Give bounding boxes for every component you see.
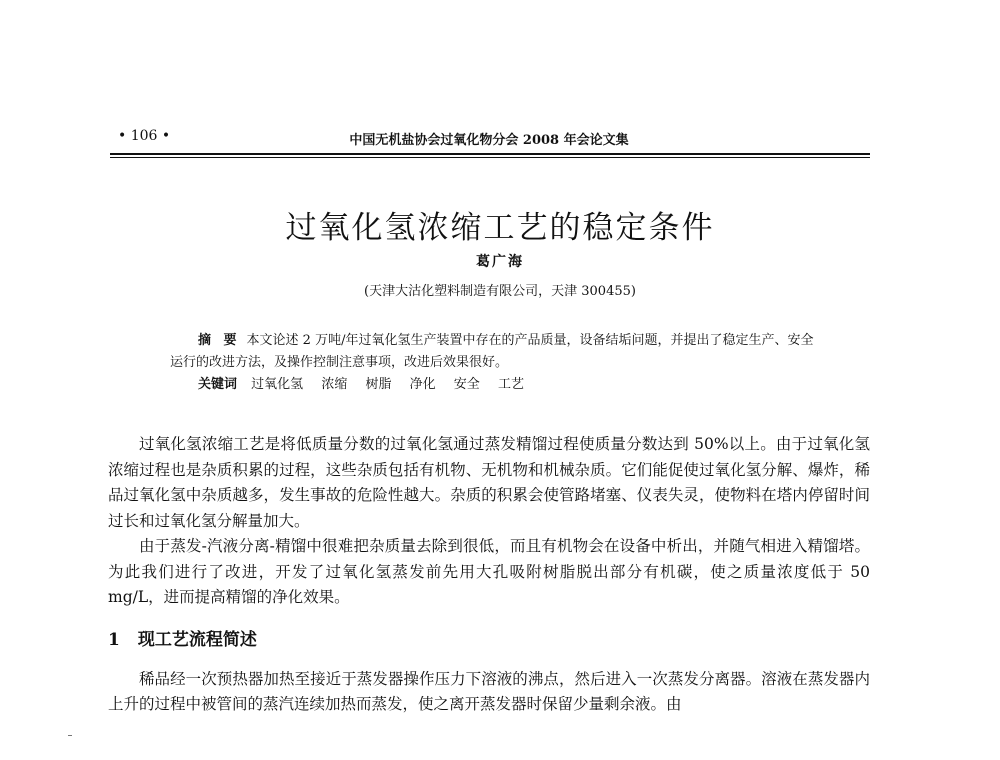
keyword: 工艺 — [497, 377, 524, 392]
margin-mark — [68, 735, 72, 736]
keywords-line — [170, 374, 820, 396]
body-paragraph: 由于蒸发-汽液分离-精馏中很难把杂质量去除到很低，而且有机物会在设备中析出，并随气相进入精馏塔。为此我们进行了改进，开发了过氧化氢蒸发前先用大孔吸附树脂脱出部分有机碳，使之质量浓度低于 50 mg/L，进而提高精馏的净化效果。 — [108, 537, 870, 606]
abstract-paragraph — [170, 330, 820, 374]
header-rule-thick — [110, 153, 870, 155]
paper-author: 葛广海 — [476, 254, 524, 270]
body-text — [108, 432, 870, 718]
keyword: 过氧化氢 — [251, 377, 304, 392]
paper-affiliation: (天津大沽化塑料制造有限公司，天津 300455) — [364, 284, 636, 299]
section-number: 1 — [108, 629, 120, 650]
keyword: 浓缩 — [321, 377, 348, 392]
section-heading — [108, 627, 870, 653]
body-paragraph: 稀品经一次预热器加热至接近于蒸发器操作压力下溶液的沸点，然后进入一次蒸发分离器。溶液在蒸发器内上升的过程中被管间的蒸汽连续加热而蒸发，使之离开蒸发器时保留少量剩余液。由 — [108, 669, 870, 713]
keyword: 树脂 — [365, 377, 392, 392]
section-title: 现工艺流程简述 — [137, 629, 257, 650]
running-title: 中国无机盐协会过氧化物分会 2008 年会论文集 — [349, 133, 629, 148]
keywords-label: 关键词 — [198, 377, 238, 392]
header-rule-thin — [110, 157, 870, 158]
page-number: • 106 • — [118, 128, 171, 144]
running-header — [110, 128, 868, 150]
paper-title: 过氧化氢浓缩工艺的稳定条件 — [285, 210, 715, 246]
abstract-block — [170, 330, 820, 396]
keyword: 安全 — [453, 377, 480, 392]
abstract-label: 摘 要 — [198, 333, 241, 348]
keyword: 净化 — [409, 377, 436, 392]
abstract-text: 本文论述 2 万吨/年过氧化氢生产装置中存在的产品质量，设备结垢问题，并提出了稳定生产、安全运行的改进方法，及操作控制注意事项，改进后效果很好。 — [170, 333, 814, 370]
body-paragraph: 过氧化氢浓缩工艺是将低质量分数的过氧化氢通过蒸发精馏过程使质量分数达到 50%以上。由于过氧化氢浓缩过程也是杂质积累的过程，这些杂质包括有机物、无机物和机械杂质。它们能促使过氧化氢分解、爆炸，稀品过氧化氢中杂质越多，发生事故的危险性越大。杂质的积累会使管路堵塞、仪表失灵，使物料在塔内停留时间过长和过氧化氢分解量加大。 — [108, 435, 870, 530]
